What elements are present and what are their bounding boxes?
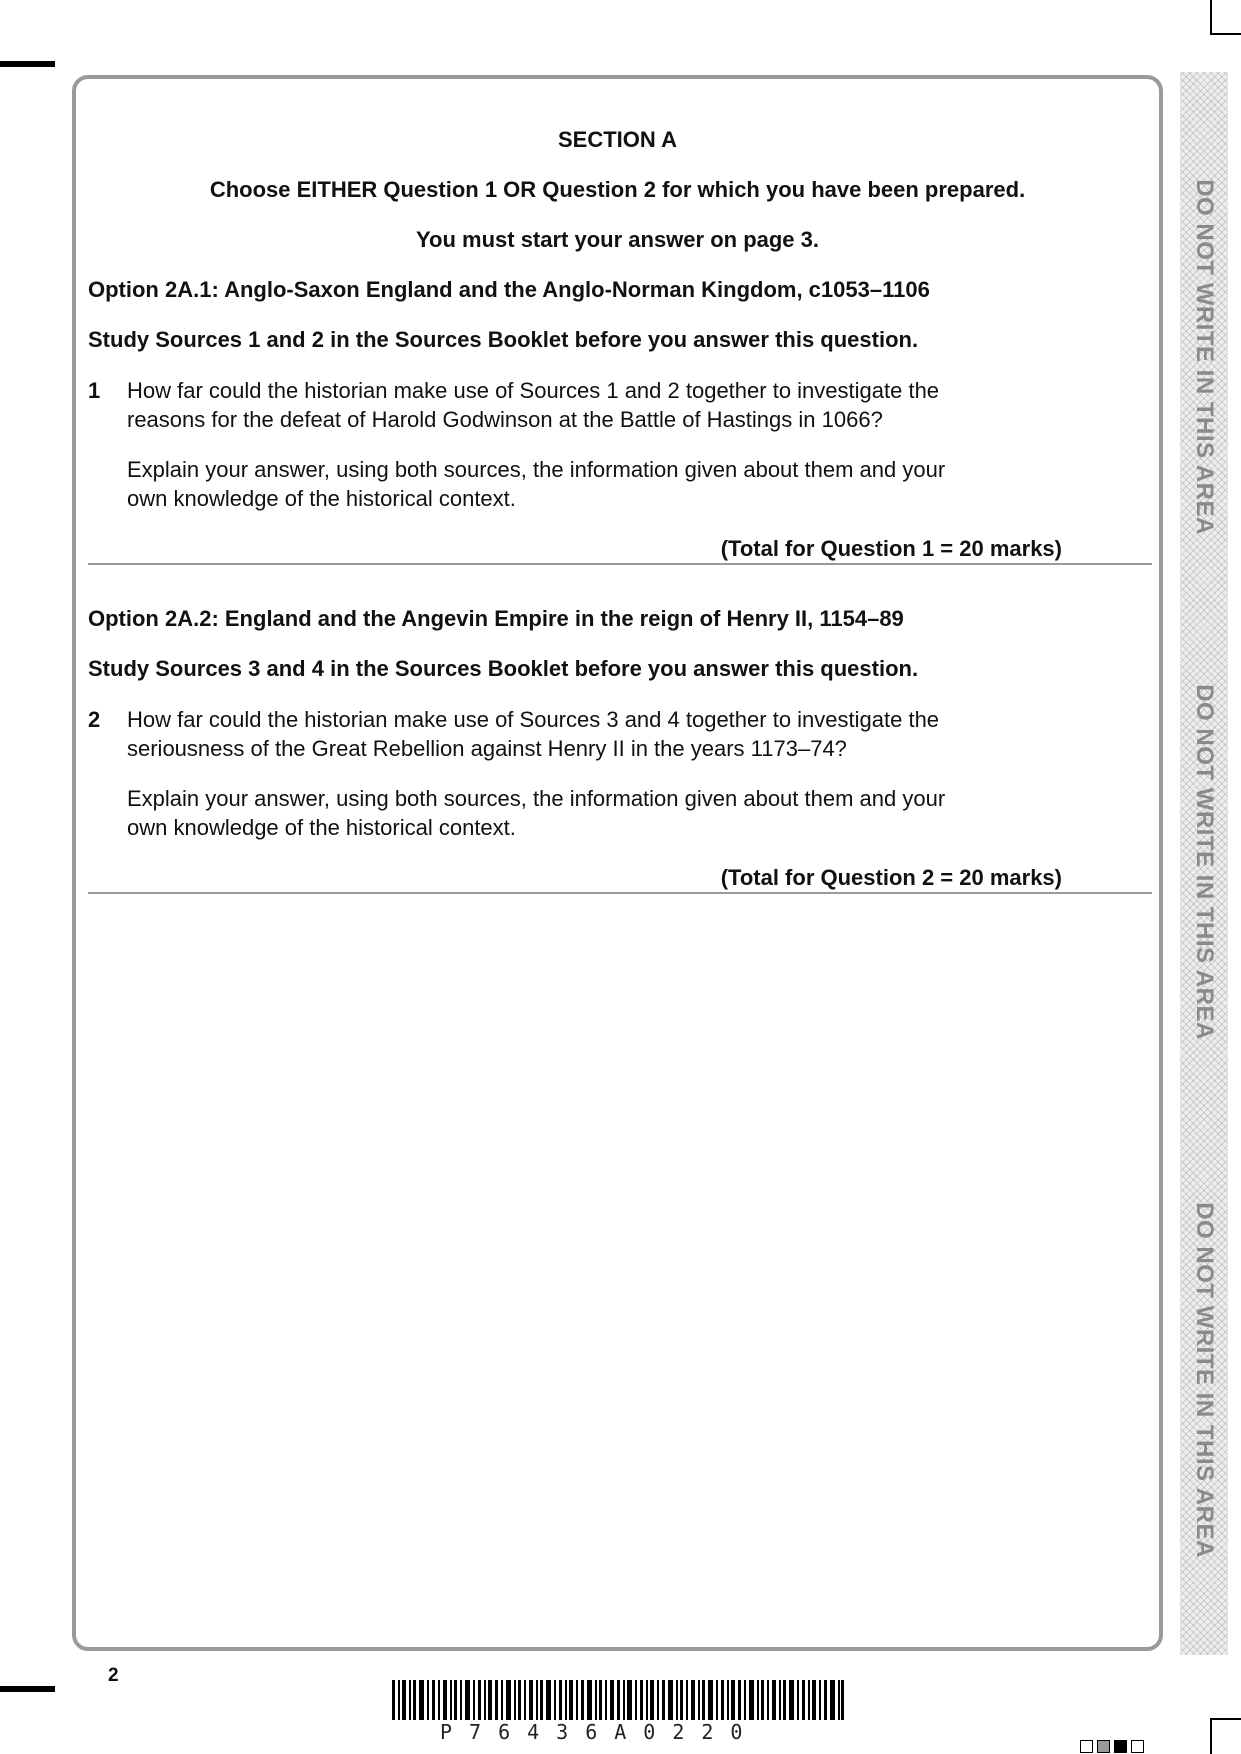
question-2-line-1: How far could the historian make use of Sources 3 and 4 together to investigate the	[127, 707, 940, 732]
marker-square-1	[1080, 1740, 1093, 1753]
section-title: SECTION A	[558, 127, 677, 152]
option-2-study-instruction: Study Sources 3 and 4 in the Sources Booklet before you answer this question.	[88, 656, 919, 681]
page-number: 2	[108, 1665, 119, 1686]
question-1-divider	[88, 563, 1152, 565]
option-1-heading: Option 2A.1: Anglo-Saxon England and the Anglo-Norman Kingdom, c1053–1106	[88, 277, 930, 302]
option-2-heading: Option 2A.2: England and the Angevin Empire in the reign of Henry II, 1154–89	[88, 606, 904, 631]
marker-square-4	[1131, 1740, 1144, 1753]
registration-mark-right-bottom-v	[1210, 1718, 1212, 1754]
question-2-number: 2	[88, 707, 101, 732]
marker-square-3	[1114, 1740, 1127, 1753]
registration-mark-right-bottom-h	[1210, 1718, 1241, 1720]
question-1-number: 1	[88, 378, 101, 403]
option-1-study-instruction: Study Sources 1 and 2 in the Sources Booklet before you answer this question.	[88, 327, 919, 352]
barcode-image	[392, 1680, 844, 1720]
registration-mark-left-top	[0, 61, 55, 67]
registration-mark-left-bottom	[0, 1686, 55, 1692]
question-2-total: (Total for Question 2 = 20 marks)	[720, 865, 1062, 890]
instruction-start: You must start your answer on page 3.	[415, 227, 819, 252]
question-1-explain-line-1: Explain your answer, using both sources, the information given about them and your	[127, 457, 946, 482]
registration-mark-right-top-v	[1210, 0, 1212, 35]
instruction-choose: Choose EITHER Question 1 OR Question 2 for which you have been prepared.	[209, 177, 1026, 202]
question-1-explain-line-2: own knowledge of the historical context.	[127, 486, 516, 511]
question-1-line-2: reasons for the defeat of Harold Godwinson at the Battle of Hastings in 1066?	[127, 407, 883, 432]
barcode-number: P76436A0220	[440, 1720, 760, 1744]
question-1-line-1: How far could the historian make use of Sources 1 and 2 together to investigate the	[127, 378, 940, 403]
question-2-explain-line-2: own knowledge of the historical context.	[127, 815, 516, 840]
question-2-divider	[88, 892, 1152, 894]
marker-square-2	[1097, 1740, 1110, 1753]
question-1-total: (Total for Question 1 = 20 marks)	[720, 536, 1062, 561]
question-2-explain-line-1: Explain your answer, using both sources, the information given about them and your	[127, 786, 946, 811]
question-2-line-2: seriousness of the Great Rebellion against Henry II in the years 1173–74?	[127, 736, 847, 761]
registration-mark-right-top-h	[1210, 33, 1241, 35]
